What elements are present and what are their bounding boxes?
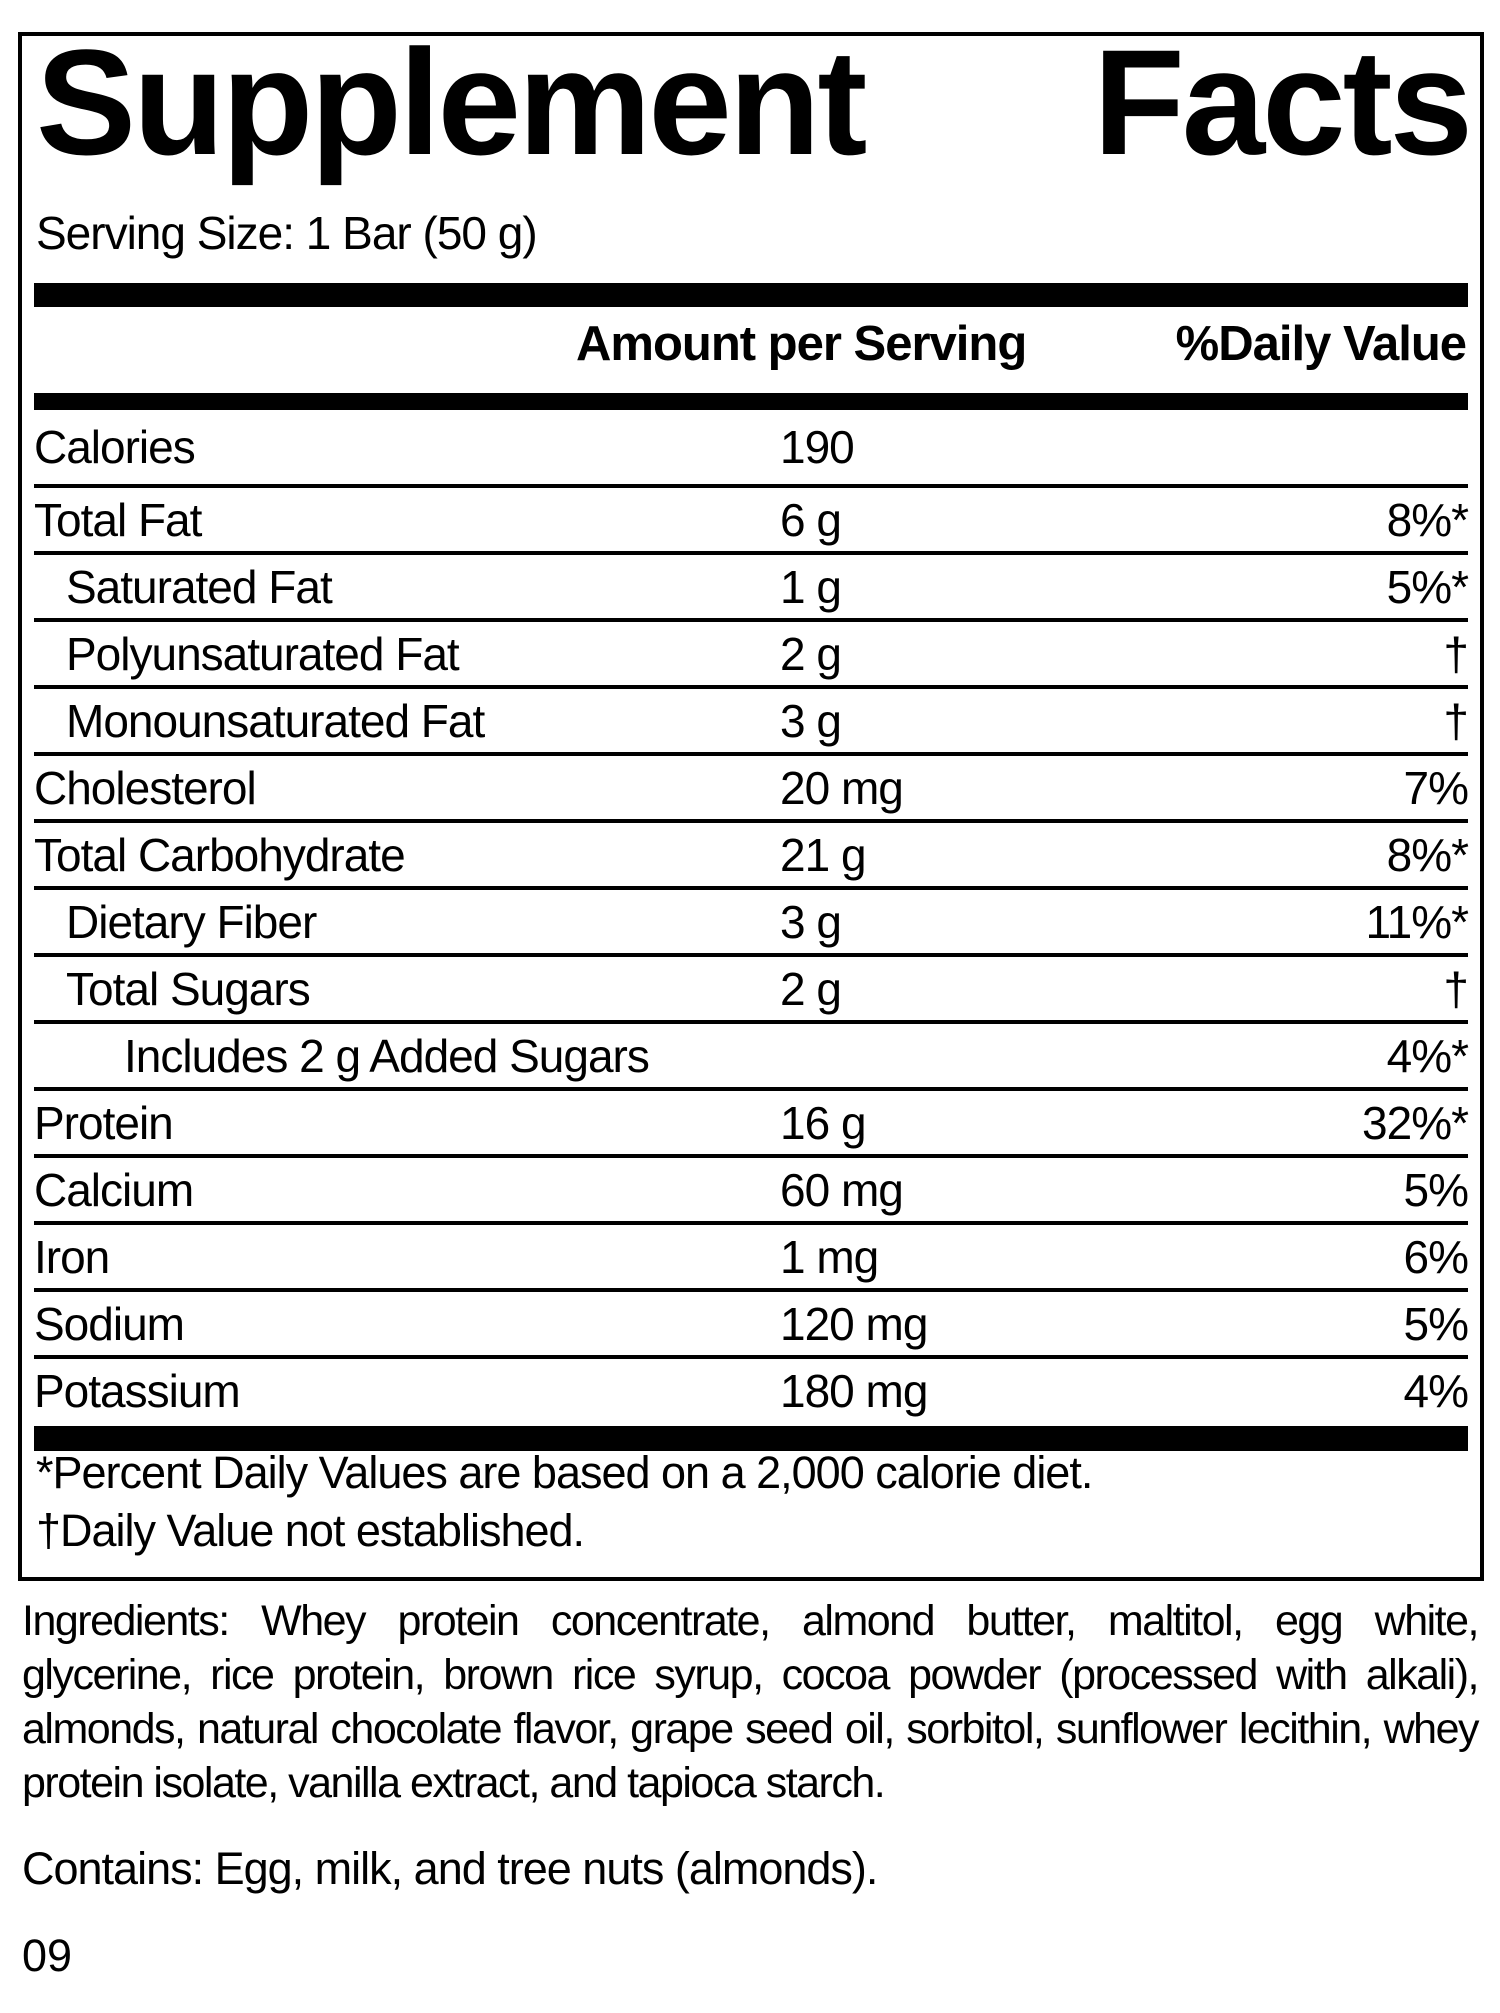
nutrient-amount: 1 g <box>780 560 841 613</box>
nutrient-amount: 16 g <box>780 1096 866 1149</box>
divider-thick-top <box>34 283 1468 307</box>
table-row-protein <box>34 1091 1468 1158</box>
nutrient-daily-value: 6% <box>1403 1230 1468 1283</box>
nutrient-label: Saturated Fat <box>66 560 332 613</box>
nutrient-label: Iron <box>34 1230 110 1283</box>
nutrient-amount: 20 mg <box>780 761 903 814</box>
nutrient-amount: 2 g <box>780 627 841 680</box>
nutrient-daily-value: 8%* <box>1386 828 1468 881</box>
panel-title <box>36 18 1470 186</box>
table-row-dietary-fiber <box>34 890 1468 957</box>
nutrient-label: Sodium <box>34 1297 184 1350</box>
table-row-total-fat <box>34 488 1468 555</box>
table-row-added-sugars <box>34 1024 1468 1091</box>
table-header <box>34 316 1466 372</box>
panel-title-word-left: Supplement <box>36 18 865 186</box>
footnote-daily-value-not-established: †Daily Value not established. <box>36 1505 585 1556</box>
nutrient-daily-value: 11%* <box>1365 895 1468 948</box>
nutrient-daily-value: 4%* <box>1386 1029 1468 1082</box>
panel-title-word-right: Facts <box>1093 18 1470 186</box>
nutrient-daily-value: 7% <box>1403 761 1468 814</box>
nutrient-amount: 120 mg <box>780 1297 928 1350</box>
nutrient-amount: 6 g <box>780 493 841 546</box>
nutrient-label: Calcium <box>34 1163 194 1216</box>
nutrient-label: Total Carbohydrate <box>34 828 405 881</box>
nutrient-amount: 60 mg <box>780 1163 903 1216</box>
table-row-calcium <box>34 1158 1468 1225</box>
nutrient-label: Includes 2 g Added Sugars <box>124 1029 649 1082</box>
nutrient-label: Cholesterol <box>34 761 256 814</box>
nutrient-daily-value: 5% <box>1403 1297 1468 1350</box>
nutrient-amount: 2 g <box>780 962 841 1015</box>
table-row-sodium <box>34 1292 1468 1359</box>
table-row-total-carbohydrate <box>34 823 1468 890</box>
nutrient-table <box>34 410 1468 1422</box>
table-row-polyunsaturated-fat <box>34 622 1468 689</box>
nutrient-amount: 21 g <box>780 828 866 881</box>
footnote-percent-daily-value: *Percent Daily Values are based on a 2,000 calorie diet. <box>36 1447 1093 1498</box>
table-row-potassium <box>34 1359 1468 1422</box>
column-header-daily-value: %Daily Value <box>1175 317 1466 371</box>
nutrient-amount: 3 g <box>780 694 841 747</box>
divider-header-rule <box>34 393 1468 410</box>
nutrient-daily-value: † <box>1443 962 1468 1015</box>
nutrient-daily-value: 5%* <box>1386 560 1468 613</box>
serving-size: Serving Size: 1 Bar (50 g) <box>36 207 537 259</box>
nutrient-amount: 180 mg <box>780 1364 928 1417</box>
table-row-calories <box>34 410 1468 488</box>
nutrient-amount: 190 <box>780 421 854 473</box>
nutrient-label: Total Fat <box>34 493 202 546</box>
nutrient-daily-value: † <box>1443 694 1468 747</box>
nutrient-daily-value: 5% <box>1403 1163 1468 1216</box>
table-row-cholesterol <box>34 756 1468 823</box>
table-row-saturated-fat <box>34 555 1468 622</box>
allergen-contains-line: Contains: Egg, milk, and tree nuts (almonds). <box>22 1843 878 1894</box>
nutrient-amount: 1 mg <box>780 1230 879 1283</box>
table-row-monounsaturated-fat <box>34 689 1468 756</box>
nutrient-daily-value: † <box>1443 627 1468 680</box>
nutrient-daily-value: 32%* <box>1362 1096 1468 1149</box>
nutrient-label: Polyunsaturated Fat <box>66 627 459 680</box>
nutrient-amount: 3 g <box>780 895 841 948</box>
column-header-amount: Amount per Serving <box>576 317 1027 371</box>
nutrient-daily-value: 8%* <box>1386 493 1468 546</box>
table-row-total-sugars <box>34 957 1468 1024</box>
nutrient-daily-value: 4% <box>1403 1364 1468 1417</box>
footnotes <box>36 1444 1466 1560</box>
nutrient-label: Protein <box>34 1096 173 1149</box>
nutrient-label: Monounsaturated Fat <box>66 694 485 747</box>
nutrient-label: Calories <box>34 421 195 473</box>
nutrient-label: Total Sugars <box>66 962 310 1015</box>
nutrient-label: Potassium <box>34 1364 240 1417</box>
ingredients-paragraph: Ingredients: Whey protein concentrate, almond butter, maltitol, egg white, glycerine, rice protein, brown rice syrup, cocoa powder (processed with alkali), almonds, natural chocolate flavor, grape seed oil, sorbitol, sunflower lecithin, whey protein isolate, vanilla extract, and tapioca starch. <box>22 1597 1478 1807</box>
supplement-facts-panel <box>18 18 1484 1581</box>
nutrient-label: Dietary Fiber <box>66 895 317 948</box>
table-row-iron <box>34 1225 1468 1292</box>
lot-code: 09 <box>22 1930 73 1981</box>
